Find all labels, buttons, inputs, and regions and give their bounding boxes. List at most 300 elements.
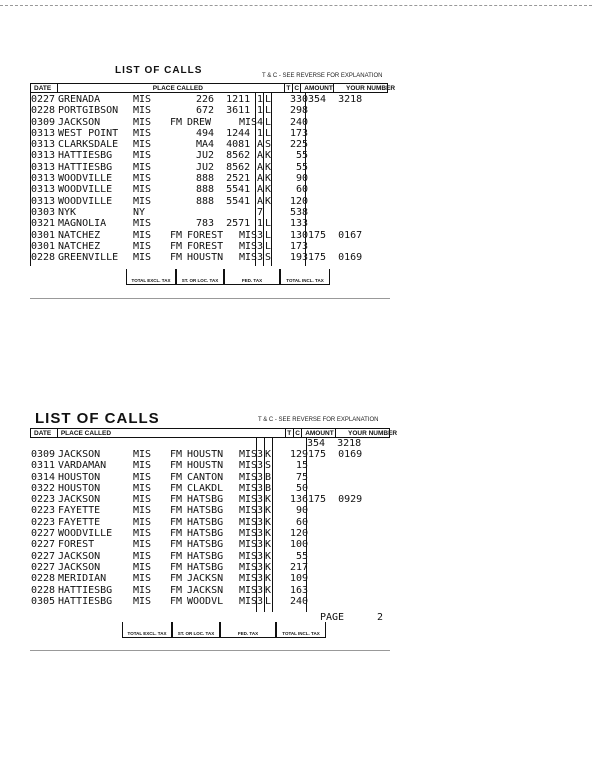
cell-state: MIS [133, 449, 152, 460]
cell-t: 3 [257, 482, 264, 494]
cell-tostate: MIS [239, 516, 258, 528]
cell-date: 0314 [31, 471, 56, 483]
cell-city: FAYETTE [58, 516, 101, 528]
cell-city: JACKSON [58, 561, 101, 573]
cell-state: MIS [133, 105, 152, 117]
table-row [31, 494, 391, 505]
cell-amount: 15 [295, 460, 308, 472]
col-amount: AMOUNT [302, 429, 336, 437]
cell-c: K [265, 449, 272, 460]
cell-t: 3 [257, 505, 264, 517]
cell-c: K [265, 528, 272, 540]
cell-t: A [257, 173, 264, 185]
cell-t: A [257, 195, 264, 207]
cell-amount: 193 [289, 252, 308, 264]
cell-yournum: 175 0169 [308, 252, 363, 264]
cell-tostate: MIS [239, 229, 258, 241]
cell-t: 3 [257, 539, 264, 551]
cell-state: MIS [133, 550, 152, 562]
cell-fm: FM [170, 229, 183, 241]
cell-t: A [257, 184, 264, 196]
cell-amount: 90 [295, 505, 308, 517]
cell-to: FOREST [187, 229, 224, 241]
cell-date: 0228 [31, 584, 56, 596]
cell-t: 3 [257, 584, 264, 596]
cell-state: MIS [133, 184, 152, 196]
totals-footer [122, 622, 326, 638]
cell-c: K [265, 561, 272, 573]
table-row [31, 551, 391, 562]
cell-city: CLARKSDALE [58, 139, 119, 151]
cell-t: A [257, 150, 264, 162]
table-row [31, 162, 391, 173]
cell-city: WOODVILLE [58, 195, 113, 207]
cell-city: HATTIESBG [58, 150, 113, 162]
col-t: T [285, 84, 293, 92]
col-your-number: YOUR NUMBER [346, 85, 396, 92]
cell-city: JACKSON [58, 550, 101, 562]
cell-amount: 120 [289, 528, 308, 540]
cell-state: MIS [133, 195, 152, 207]
table-row [31, 562, 391, 573]
table-row [31, 449, 391, 460]
cell-amount: 130 [289, 229, 308, 241]
cell-tostate: MIS [239, 240, 258, 252]
cell-c: L [265, 595, 272, 607]
cell-to: HATSBG [187, 561, 224, 573]
cell-c: K [265, 195, 272, 207]
cell-state: MIS [133, 573, 152, 585]
cell-date: 0313 [31, 184, 56, 196]
cell-c: S [265, 252, 272, 264]
cell-state: MIS [133, 139, 152, 151]
cell-fm: FM [170, 116, 183, 128]
cell-c: K [265, 161, 272, 173]
cell-c: K [265, 573, 272, 585]
cell-t: 3 [257, 471, 264, 483]
cell-t: 3 [257, 528, 264, 540]
cell-city: NATCHEZ [58, 229, 101, 241]
cell-date: 0228 [31, 573, 56, 585]
cell-amount: 298 [289, 105, 308, 117]
cell-to: JACKSN [187, 584, 224, 596]
cell-tostate: MIS [239, 528, 258, 540]
cell-city: MERIDIAN [58, 573, 107, 585]
cell-state: MIS [133, 539, 152, 551]
cell-state: MIS [133, 218, 152, 230]
table-row [31, 573, 391, 584]
cell-fm: FM [170, 252, 183, 264]
cell-t: 3 [257, 595, 264, 607]
cell-state: MIS [133, 252, 152, 264]
cell-date: 0313 [31, 127, 56, 139]
cell-tostate: MIS [239, 482, 258, 494]
cell-date: 0227 [31, 550, 56, 562]
cell-fm: FM [170, 584, 183, 596]
cell-state: MIS [133, 584, 152, 596]
cell-t: 1 [257, 105, 264, 117]
cell-amount: 225 [289, 139, 308, 151]
cell-city: JACKSON [58, 449, 101, 460]
cell-amount: 55 [295, 550, 308, 562]
table-row [31, 596, 391, 607]
table-row [31, 105, 391, 116]
total-incl-tax: TOTAL INCL. TAX [276, 622, 326, 638]
cell-city: WOODVILLE [58, 184, 113, 196]
header-your-number: 354 3218 [307, 438, 362, 449]
cell-to: DREW [187, 116, 212, 128]
cell-state: MIS [133, 494, 152, 506]
cell-tostate: MIS [239, 505, 258, 517]
cell-to: HOUSTN [187, 460, 224, 472]
cell-state: MIS [133, 161, 152, 173]
cell-city: GREENVILLE [58, 252, 119, 264]
cell-c: L [265, 105, 272, 117]
cell-tostate: MIS [239, 573, 258, 585]
cell-city: GRENADA [58, 94, 101, 105]
table-row [31, 483, 391, 494]
cell-city: HOUSTON [58, 482, 101, 494]
cell-amount: 538 [289, 206, 308, 218]
cell-date: 0313 [31, 139, 56, 151]
cell-state: MIS [133, 240, 152, 252]
cell-amount: 163 [289, 584, 308, 596]
cell-fm: FM [170, 573, 183, 585]
cell-fm: FM [170, 494, 183, 506]
cell-amount: 217 [289, 561, 308, 573]
cell-c: K [265, 550, 272, 562]
cell-date: 0321 [31, 218, 56, 230]
cell-yournum: 175 0167 [308, 229, 363, 241]
cell-state: MIS [133, 150, 152, 162]
state-local-tax: ST. OR LOC. TAX [172, 622, 220, 638]
total-excl-tax: TOTAL EXCL. TAX [126, 269, 176, 285]
totals-footer [126, 269, 330, 285]
cell-state: MIS [133, 460, 152, 472]
table-row [31, 517, 391, 528]
cell-city: JACKSON [58, 494, 101, 506]
cell-state: MIS [133, 127, 152, 139]
cell-c: B [265, 471, 272, 483]
cell-amount: 55 [295, 150, 308, 162]
table-row [31, 173, 391, 184]
cell-amount: 100 [289, 539, 308, 551]
cell-c: K [265, 494, 272, 506]
cell-to: HOUSTN [187, 449, 224, 460]
cell-fm: FM [170, 550, 183, 562]
cell-t: 3 [257, 550, 264, 562]
cell-state: MIS [133, 595, 152, 607]
cell-tostate: MIS [239, 449, 258, 460]
cell-fm: FM [170, 240, 183, 252]
cell-state: MIS [133, 471, 152, 483]
cell-date: 0313 [31, 161, 56, 173]
col-place-called: PLACE CALLED [58, 84, 286, 92]
cell-tostate: MIS [239, 252, 258, 264]
cell-amount: 240 [289, 595, 308, 607]
cell-num: 888 2521 [196, 173, 251, 185]
table-row [31, 505, 391, 516]
cell-fm: FM [170, 539, 183, 551]
cell-tostate: MIS [239, 494, 258, 506]
col-date: DATE [31, 429, 58, 437]
table-row [31, 196, 391, 207]
cell-t: A [257, 139, 264, 151]
cell-tostate: MIS [239, 561, 258, 573]
table-row [31, 139, 391, 150]
table-row [31, 94, 391, 105]
cell-t: 3 [257, 573, 264, 585]
cell-amount: 60 [295, 184, 308, 196]
cell-num: 783 2571 [196, 218, 251, 230]
cell-tostate: MIS [239, 550, 258, 562]
table-row [31, 218, 391, 229]
cell-c: K [265, 505, 272, 517]
cell-date: 0223 [31, 516, 56, 528]
cell-fm: FM [170, 449, 183, 460]
cell-t: 3 [257, 449, 264, 460]
cell-date: 0313 [31, 150, 56, 162]
cell-c: K [265, 584, 272, 596]
cell-t: 3 [257, 494, 264, 506]
column-header-row [30, 428, 398, 438]
cell-fm: FM [170, 528, 183, 540]
table-row [31, 117, 391, 128]
cell-state: MIS [133, 505, 152, 517]
cell-tostate: MIS [239, 595, 258, 607]
cell-date: 0313 [31, 173, 56, 185]
cell-amount: 240 [289, 116, 308, 128]
cell-num: JU2 8562 [196, 150, 251, 162]
cell-state: MIS [133, 482, 152, 494]
cell-amount: 173 [289, 127, 308, 139]
cell-city: WOODVILLE [58, 173, 113, 185]
cell-amount: 109 [289, 573, 308, 585]
cell-date: 0301 [31, 240, 56, 252]
call-rows [31, 449, 391, 607]
cell-to: WOODVL [187, 595, 224, 607]
fed-tax: FED. TAX [224, 269, 280, 285]
cell-city: HOUSTON [58, 471, 101, 483]
cell-city: HATTIESBG [58, 161, 113, 173]
table-row [31, 128, 391, 139]
table-row [31, 207, 391, 218]
table-row [31, 472, 391, 483]
cell-amount: 173 [289, 240, 308, 252]
cell-date: 0313 [31, 195, 56, 207]
cell-amount: 133 [289, 218, 308, 230]
cell-tostate: MIS [239, 460, 258, 472]
cell-num: JU2 8562 [196, 161, 251, 173]
table-row [31, 184, 391, 195]
cell-date: 0227 [31, 561, 56, 573]
cell-c: K [265, 539, 272, 551]
cell-yournum: 354 3218 [308, 94, 363, 105]
cell-city: FOREST [58, 539, 95, 551]
cell-state: MIS [133, 173, 152, 185]
cell-city: VARDAMAN [58, 460, 107, 472]
cell-c: K [265, 184, 272, 196]
top-perforation [0, 5, 592, 6]
cell-city: HATTIESBG [58, 595, 113, 607]
section-divider [30, 650, 390, 651]
cell-c: L [265, 127, 272, 139]
cell-yournum: 175 0169 [308, 449, 363, 460]
cell-c: K [265, 516, 272, 528]
cell-fm: FM [170, 516, 183, 528]
cell-state: MIS [133, 528, 152, 540]
cell-to: CLAKDL [187, 482, 224, 494]
cell-state: NY [133, 206, 146, 218]
table-row [31, 528, 391, 539]
page-label: PAGE [320, 612, 345, 623]
cell-city: WEST POINT [58, 127, 119, 139]
cell-city: HATTIESBG [58, 584, 113, 596]
cell-city: NATCHEZ [58, 240, 101, 252]
total-excl-tax: TOTAL EXCL. TAX [122, 622, 172, 638]
cell-tostate: MIS [239, 116, 258, 128]
cell-t: A [257, 161, 264, 173]
cell-fm: FM [170, 460, 183, 472]
cell-to: JACKSN [187, 573, 224, 585]
cell-t: 3 [257, 460, 264, 472]
cell-date: 0223 [31, 494, 56, 506]
cell-date: 0322 [31, 482, 56, 494]
cell-tostate: MIS [239, 584, 258, 596]
cell-t: 3 [257, 516, 264, 528]
cell-num: MA4 4081 [196, 139, 251, 151]
cell-date: 0227 [31, 539, 56, 551]
cell-c: L [265, 94, 272, 105]
cell-t: 3 [257, 252, 264, 264]
cell-t: 1 [257, 127, 264, 139]
cell-c: L [265, 229, 272, 241]
col-amount: AMOUNT [301, 84, 334, 92]
section-divider [30, 298, 390, 299]
cell-c: L [265, 116, 272, 128]
cell-num: 888 5541 [196, 184, 251, 196]
cell-c: K [265, 150, 272, 162]
cell-t: 4 [257, 116, 264, 128]
cell-date: 0305 [31, 595, 56, 607]
cell-t: 3 [257, 240, 264, 252]
cell-t: 3 [257, 229, 264, 241]
cell-to: FOREST [187, 240, 224, 252]
cell-t: 1 [257, 94, 264, 105]
cell-date: 0223 [31, 505, 56, 517]
cell-fm: FM [170, 595, 183, 607]
col-c: C [294, 429, 302, 437]
cell-amount: 55 [295, 161, 308, 173]
cell-date: 0227 [31, 528, 56, 540]
form-title: LIST OF CALLS [35, 410, 160, 427]
col-c: C [293, 84, 301, 92]
cell-state: MIS [133, 116, 152, 128]
cell-c: S [265, 139, 272, 151]
cell-to: HATSBG [187, 550, 224, 562]
table-row [31, 230, 391, 241]
cell-tostate: MIS [239, 471, 258, 483]
cell-date: 0303 [31, 206, 56, 218]
cell-to: HATSBG [187, 516, 224, 528]
table-row [31, 585, 391, 596]
col-your-number: YOUR NUMBER [348, 430, 398, 437]
cell-fm: FM [170, 482, 183, 494]
cell-city: WOODVILLE [58, 528, 113, 540]
table-row [31, 241, 391, 252]
cell-num: 888 5541 [196, 195, 251, 207]
cell-city: PORTGIBSON [58, 105, 119, 117]
cell-to: HATSBG [187, 505, 224, 517]
cell-date: 0228 [31, 252, 56, 264]
cell-date: 0309 [31, 116, 56, 128]
explanation-note: T & C - SEE REVERSE FOR EXPLANATION [258, 417, 379, 423]
cell-to: HATSBG [187, 539, 224, 551]
cell-amount: 330 [289, 94, 308, 105]
cell-to: CANTON [187, 471, 224, 483]
cell-num: 494 1244 [196, 127, 251, 139]
state-local-tax: ST. OR LOC. TAX [176, 269, 224, 285]
cell-num: 672 3611 [196, 105, 251, 117]
cell-date: 0227 [31, 94, 56, 105]
cell-c: B [265, 482, 272, 494]
cell-amount: 129 [289, 449, 308, 460]
explanation-note: T & C - SEE REVERSE FOR EXPLANATION [262, 73, 383, 79]
table-row [31, 539, 391, 550]
call-rows [31, 94, 391, 263]
cell-date: 0228 [31, 105, 56, 117]
cell-state: MIS [133, 94, 152, 105]
cell-amount: 75 [295, 471, 308, 483]
cell-tostate: MIS [239, 539, 258, 551]
cell-amount: 50 [295, 482, 308, 494]
cell-amount: 136 [289, 494, 308, 506]
cell-c: K [265, 173, 272, 185]
cell-amount: 120 [289, 195, 308, 207]
cell-to: HOUSTN [187, 252, 224, 264]
cell-t: 3 [257, 561, 264, 573]
cell-state: MIS [133, 561, 152, 573]
cell-state: MIS [133, 516, 152, 528]
col-t: T [286, 429, 294, 437]
table-row [31, 150, 391, 161]
cell-c: L [265, 240, 272, 252]
cell-amount: 60 [295, 516, 308, 528]
cell-date: 0301 [31, 229, 56, 241]
cell-yournum: 175 0929 [308, 494, 363, 506]
cell-date: 0311 [31, 460, 56, 472]
cell-to: HATSBG [187, 528, 224, 540]
cell-date: 0309 [31, 449, 56, 460]
col-date: DATE [31, 84, 58, 92]
cell-state: MIS [133, 229, 152, 241]
cell-city: NYK [58, 206, 77, 218]
total-incl-tax: TOTAL INCL. TAX [280, 269, 330, 285]
cell-to: HATSBG [187, 494, 224, 506]
cell-fm: FM [170, 505, 183, 517]
cell-t: 7 [257, 206, 264, 218]
table-row [31, 460, 391, 471]
fed-tax: FED. TAX [220, 622, 276, 638]
cell-amount: 90 [295, 173, 308, 185]
cell-num: 226 1211 [196, 94, 251, 105]
page-number: 2 [377, 612, 384, 623]
table-row [31, 252, 391, 263]
cell-city: JACKSON [58, 116, 101, 128]
cell-c: S [265, 460, 272, 472]
cell-t: 1 [257, 218, 264, 230]
cell-city: FAYETTE [58, 505, 101, 517]
